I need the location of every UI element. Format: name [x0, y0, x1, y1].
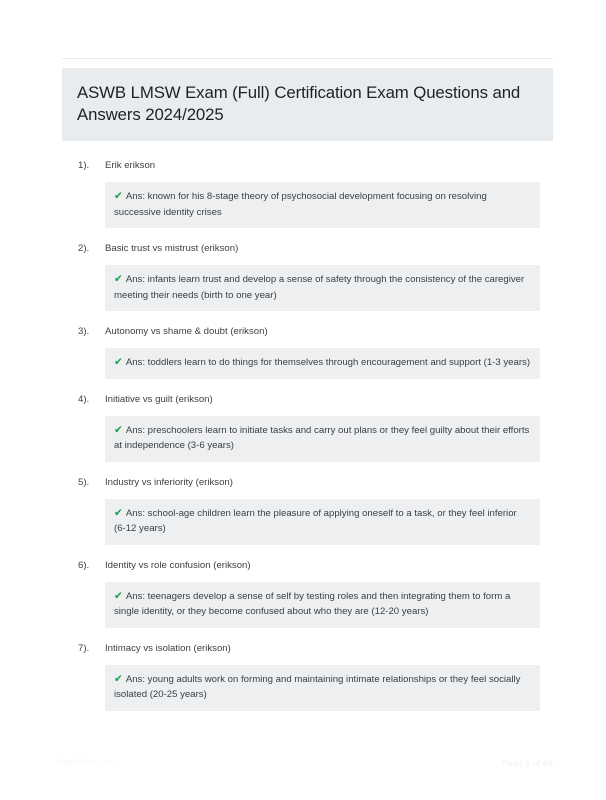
question-text: Initiative vs guilt (erikson): [105, 393, 213, 405]
qa-block: [0, 241, 606, 311]
answer-text: Ans: infants learn trust and develop a sense of safety through the consistency of the caregiver meeting their needs (birth to one year): [114, 274, 525, 301]
answer-box: [105, 582, 540, 628]
answer-box: [105, 265, 540, 311]
question-row: [0, 324, 606, 339]
qa-block: [0, 324, 606, 379]
qa-block: [0, 158, 606, 228]
answer-text: Ans: preschoolers learn to initiate tasks and carry out plans or they feel guilty about their efforts at independence (3-6 years): [114, 424, 530, 451]
question-text: Intimacy vs isolation (erikson): [105, 642, 231, 654]
qa-block: [0, 392, 606, 462]
question-text: Basic trust vs mistrust (erikson): [105, 243, 239, 254]
page-footer: [0, 752, 606, 800]
qa-block: [0, 641, 606, 711]
answer-text: Ans: young adults work on forming and maintaining intimate relationships or they feel socially isolated (20-25 years): [114, 673, 521, 700]
check-mark-icon: ✔: [114, 672, 123, 685]
qa-block: [0, 475, 606, 545]
page-number-label: Page 1 of 66: [501, 758, 553, 768]
question-number: 7).: [78, 642, 90, 654]
question-number: 6).: [78, 559, 90, 571]
question-row: [0, 392, 606, 407]
watermark-text: PaperStoc.com: [57, 758, 113, 767]
header-divider: [62, 58, 553, 59]
question-number: 2).: [78, 243, 90, 254]
question-text: Erik erikson: [105, 160, 156, 171]
check-mark-icon: ✔: [114, 273, 123, 285]
question-row: [0, 558, 606, 573]
question-text: Identity vs role confusion (erikson): [105, 559, 251, 571]
answer-box: [105, 499, 540, 545]
answer-box: [105, 665, 540, 711]
question-text: Autonomy vs shame & doubt (erikson): [105, 326, 268, 337]
question-text: Industry vs inferiority (erikson): [105, 476, 233, 488]
answer-text: Ans: teenagers develop a sense of self by testing roles and then integrating them to form a single identity, or they become confused about who they are (12-20 years): [114, 590, 511, 617]
question-number: 1).: [78, 160, 90, 171]
page-title: ASWB LMSW Exam (Full) Certification Exam Questions and Answers 2024/2025: [62, 68, 553, 141]
qa-block: [0, 558, 606, 628]
question-row: [0, 158, 606, 173]
question-number: 4).: [78, 393, 90, 405]
question-answer-list: [0, 158, 606, 724]
answer-box: [105, 182, 540, 228]
check-mark-icon: ✔: [114, 190, 123, 202]
question-row: [0, 641, 606, 656]
check-mark-icon: ✔: [114, 356, 123, 368]
answer-text: Ans: known for his 8-stage theory of psychosocial development focusing on resolving successive identity crises: [114, 191, 487, 218]
question-number: 3).: [78, 326, 90, 337]
question-row: [0, 241, 606, 256]
check-mark-icon: ✔: [114, 589, 123, 602]
check-mark-icon: ✔: [114, 423, 123, 436]
check-mark-icon: ✔: [114, 506, 123, 519]
answer-box: [105, 348, 540, 379]
answer-box: [105, 416, 540, 462]
question-row: [0, 475, 606, 490]
answer-text: Ans: toddlers learn to do things for themselves through encouragement and support (1-3 years): [125, 357, 531, 368]
question-number: 5).: [78, 476, 90, 488]
answer-text: Ans: school-age children learn the pleasure of applying oneself to a task, or they feel inferior (6-12 years): [114, 507, 517, 534]
